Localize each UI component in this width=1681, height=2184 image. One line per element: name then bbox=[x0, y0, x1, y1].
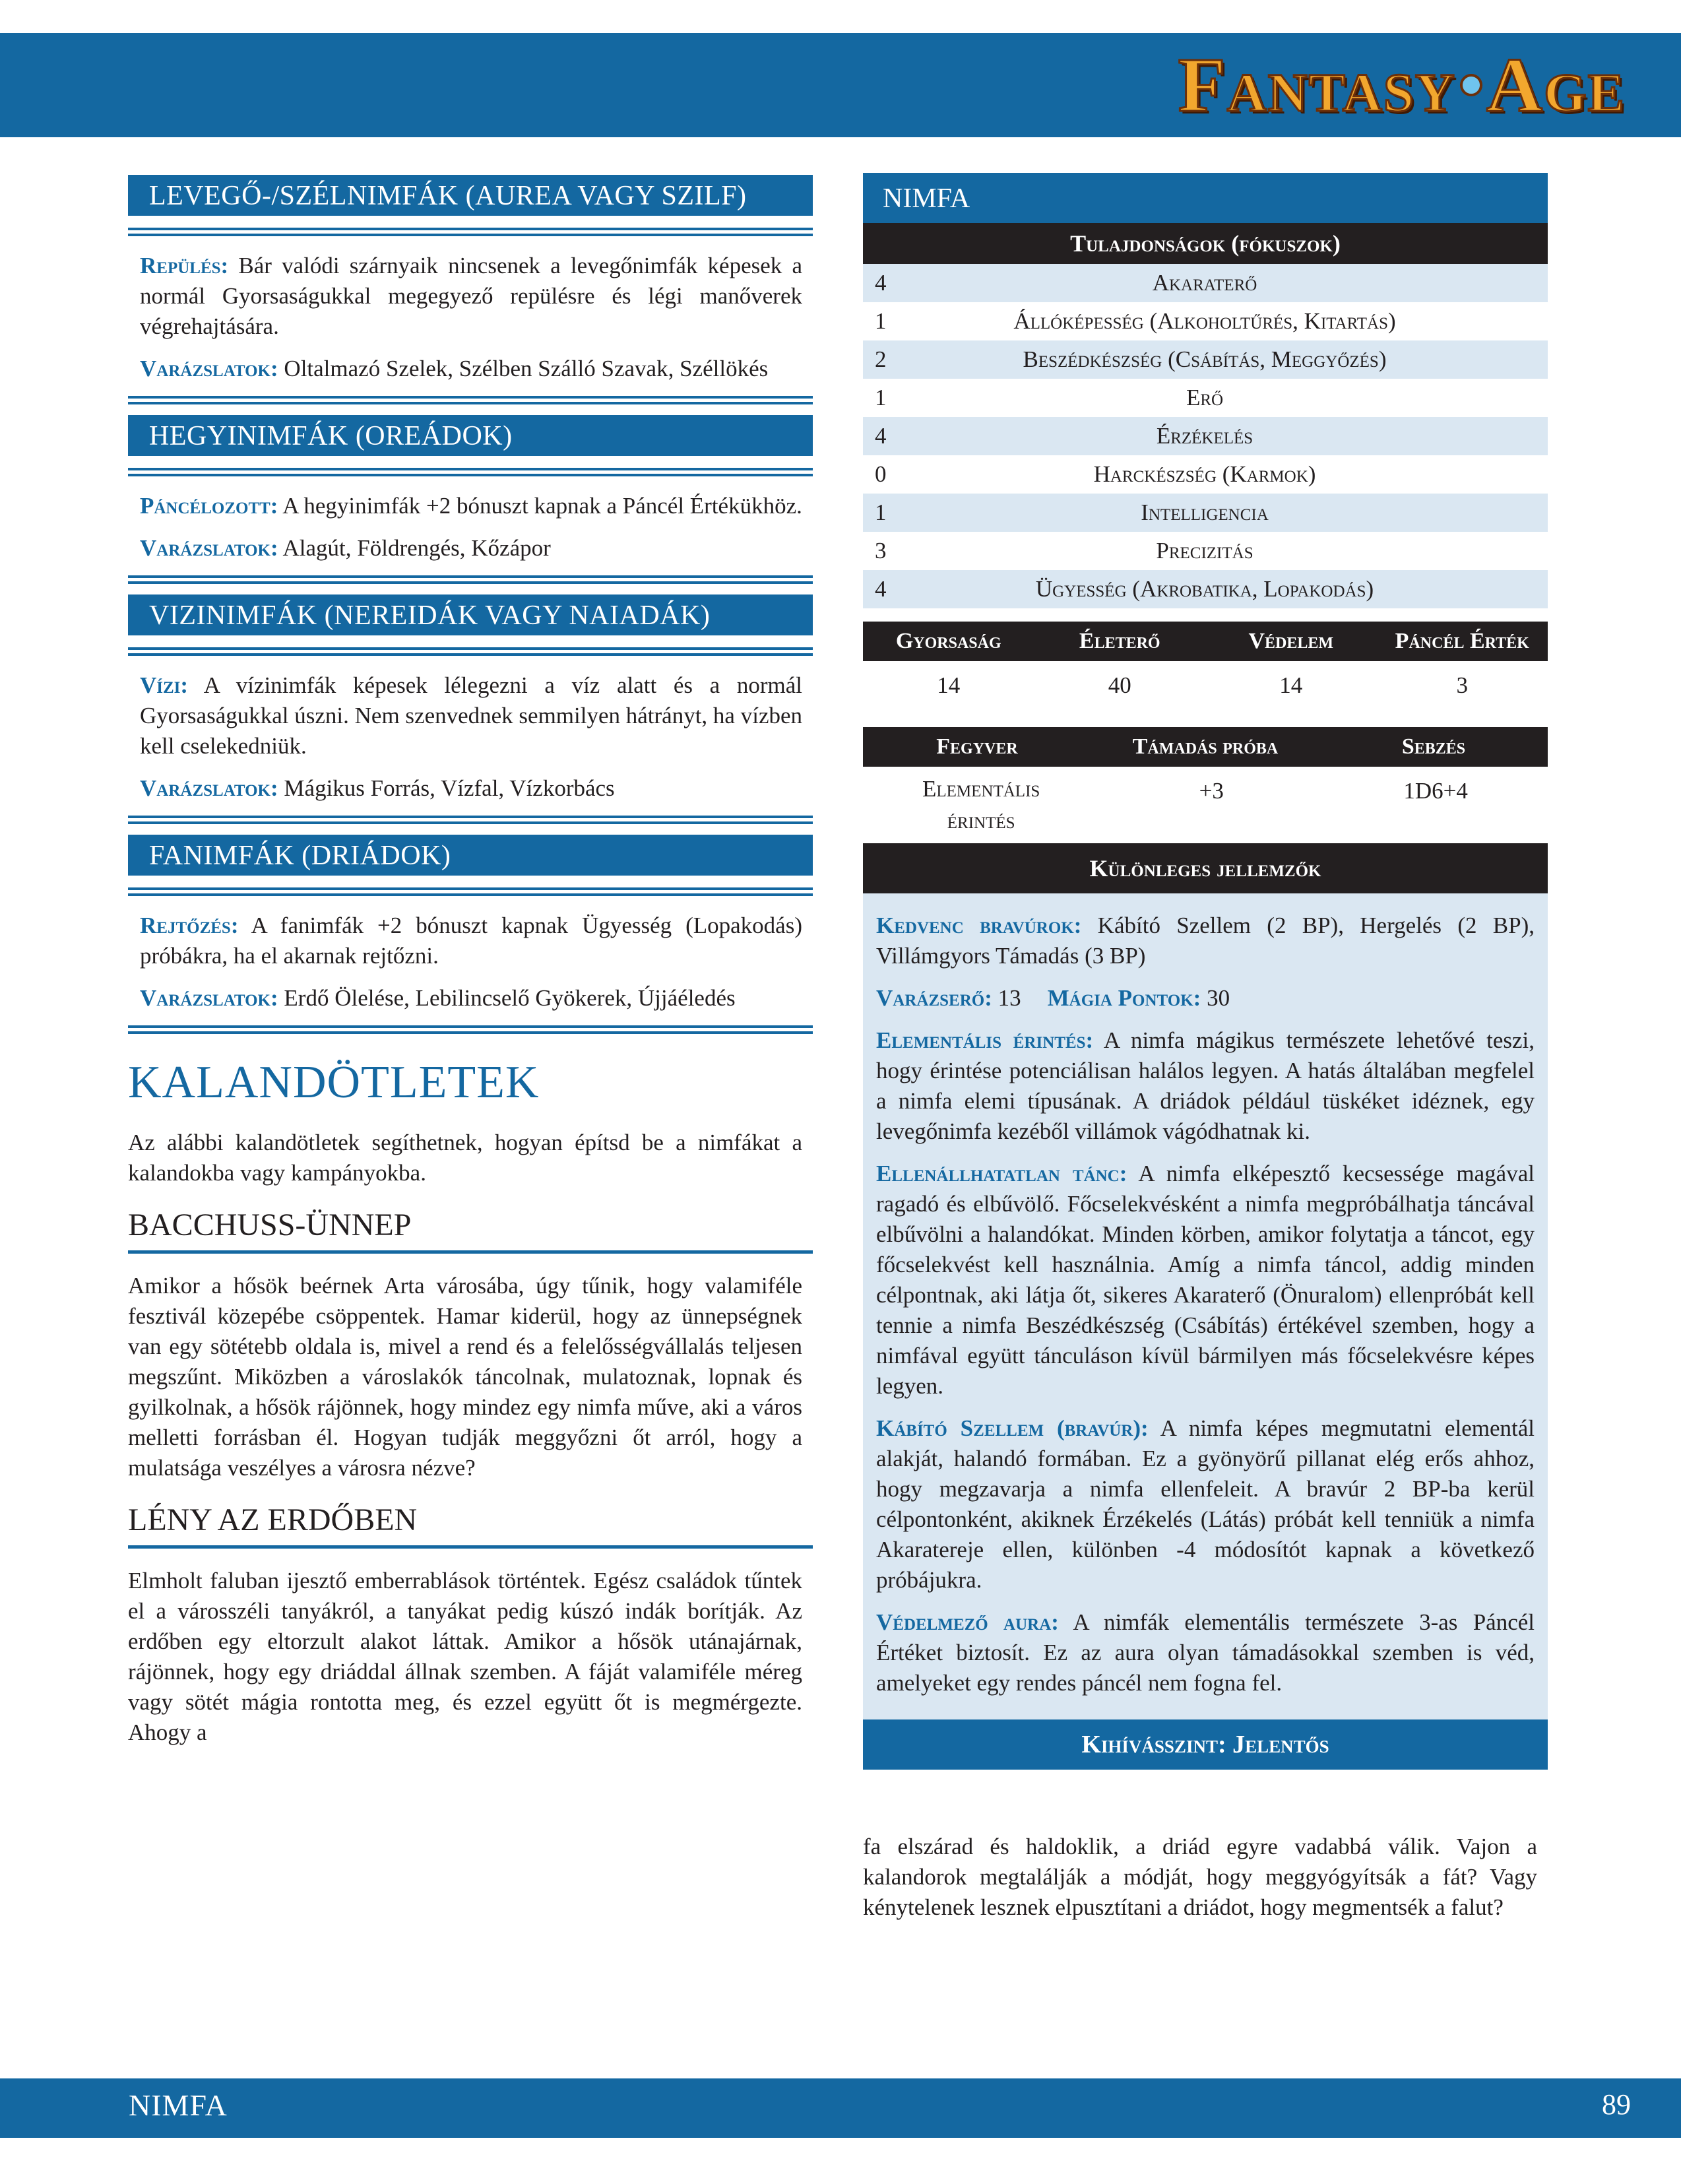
feature-label: Elementális érintés: bbox=[876, 1027, 1094, 1053]
weapon-name: Elementális érintés bbox=[922, 776, 1040, 833]
attribute-value: 0 bbox=[875, 461, 887, 487]
attribute-row bbox=[863, 264, 1548, 302]
attribute-name: Harckészség (Karmok) bbox=[1093, 461, 1316, 487]
attribute-name: Precizitás bbox=[1156, 538, 1253, 563]
attribute-value: 4 bbox=[875, 576, 887, 602]
entry-label: Varázslatok: bbox=[140, 775, 278, 801]
derived-header: Életerő bbox=[1079, 629, 1160, 653]
section-air-nymphs bbox=[128, 175, 813, 404]
adventure-1-title: BACCHUSS-ÜNNEP bbox=[128, 1207, 412, 1242]
section-rule bbox=[128, 1025, 813, 1034]
weapon-header-cell: Támadás próba bbox=[1132, 734, 1279, 759]
feature-text: A nimfák elementális természete 3-as Páncél Értéket biztosít. Ez az aura olyan támadásokkal szemben is véd, amelyeket egy rendes páncél nem fogna fel. bbox=[876, 1609, 1535, 1696]
attribute-row bbox=[863, 340, 1548, 379]
entry bbox=[140, 354, 802, 384]
attribute-name: Akaraterő bbox=[1152, 270, 1257, 296]
attribute-row bbox=[863, 570, 1548, 608]
right-column bbox=[863, 173, 1548, 1935]
feature-text: A nimfa mágikus természete lehetővé teszi, hogy érintése potenciálisan halálos legyen. A hatás általában megfelel a nimfa elemi típusának. A driádok például tüskéket idéznek, egy levegőnimfa kezéből villámok vágódhatnak ki. bbox=[876, 1027, 1535, 1144]
logo-gem-icon bbox=[1460, 74, 1482, 96]
entry-text: Oltalmazó Szelek, Szélben Szálló Szavak, Széllökés bbox=[278, 356, 769, 381]
favorite-stunts bbox=[876, 911, 1535, 971]
attribute-value: 4 bbox=[875, 423, 887, 449]
attribute-name: Érzékelés bbox=[1156, 423, 1253, 449]
fantasy-age-logo bbox=[1178, 44, 1626, 127]
section-title: LEVEGŐ-/SZÉLNIMFÁK (AUREA VAGY SZILF) bbox=[128, 175, 813, 216]
left-column bbox=[128, 175, 813, 1760]
entry bbox=[140, 670, 802, 761]
entry-text: A fanimfák +2 bónuszt kapnak Ügyesség (Lopakodás) próbákra, ha el akarnak rejtőzni. bbox=[140, 913, 802, 969]
entry bbox=[140, 773, 802, 804]
stunts-label: Kedvenc bravúrok: bbox=[876, 913, 1082, 938]
weapon-header-cell: Sebzés bbox=[1401, 734, 1466, 759]
power-value: 13 bbox=[992, 985, 1021, 1011]
footer-bar bbox=[0, 2078, 1681, 2138]
attribute-row bbox=[863, 494, 1548, 532]
section-rule bbox=[128, 887, 813, 896]
attribute-value: 2 bbox=[875, 346, 887, 372]
feature-text: A nimfa elképesztő kecsessége magával ragadó és elbűvölő. Főcselekvésként a nimfa megpróbálhatja táncával elbűvölni a halandókat. Minden körben, amikor folytatja a táncot, egy főcselekvést kell használnia. Amíg a nimfa táncol, addig minden célpontnak, aki látja őt, sikeres Akaraterő (Önuralom) ellenpróbát kell tennie a nimfa Beszédkészség (Csábítás) értékével szemben, hogy a nimfával együtt tánculáson kívül bármilyen más főcselekvésre képes legyen. bbox=[876, 1161, 1535, 1399]
adventure-2-continuation: fa elszárad és haldoklik, a driád egyre vadabbá válik. Vajon a kalandorok megtalálják a módját, hogy meggyógyítsák a fát? Vagy kénytelenek lesznek elpusztítani a driádot, hogy megmentsék a falut? bbox=[863, 1834, 1537, 1920]
derived-header: Védelem bbox=[1248, 629, 1334, 653]
special-features bbox=[863, 893, 1548, 1719]
stunts-text: Kábító Szellem (2 BP), Hergelés (2 BP), Villámgyors Támadás (3 BP) bbox=[876, 913, 1535, 969]
adventure-1-text: Amikor a hősök beérnek Arta városába, úgy tűnik, hogy valamiféle fesztivál közepébe csöppentek. Hamar kiderül, hogy az ünnepségnek van egy sötétebb oldala is, mivel a rend és a felelősségvállalás teljesen megszűnt. Miközben a városlakók táncolnak, mulatoznak, lopnak és gyilkolnak, a hősök rájönnek, hogy mindez egy nimfa műve, aki a város melletti forrásban él. Hogyan tudják meggyőzni őt arról, hogy a mulatsága veszélyes a városra nézve? bbox=[128, 1273, 802, 1481]
entry-text: Alagút, Földrengés, Kőzápor bbox=[278, 535, 551, 561]
derived-value: 14 bbox=[1279, 672, 1303, 698]
feature bbox=[876, 1159, 1535, 1401]
feature-text: A nimfa képes megmutatni elementál alakját, halandó formában. Ez a gyönyörű pillanat elég erős ahhoz, hogy megzavarja a nimfa ellenfeleit. A bravúr 2 BP-ba kerül célpontonként, akiknek Érzékelés (Látás) próbát kell tenniük a nimfa Akaratereje ellen, különben -4 módosítót kapnak a következő próbájukra. bbox=[876, 1415, 1535, 1593]
section-rule bbox=[128, 816, 813, 824]
entry-text: Bár valódi szárnyaik nincsenek a levegőnimfák képesek a normál Gyorsaságukkal megegyező repülésre és légi manőverek végrehajtására. bbox=[140, 253, 802, 339]
adventures-heading: KALANDÖTLETEK bbox=[128, 1057, 540, 1108]
attribute-name: Ügyesség (Akrobatika, Lopakodás) bbox=[1035, 576, 1374, 602]
attribute-row bbox=[863, 302, 1548, 340]
entry-label: Rejtőzés: bbox=[140, 913, 239, 938]
power-label: Varázserő: bbox=[876, 985, 992, 1011]
derived-header: Páncél Érték bbox=[1395, 629, 1529, 653]
header-bar bbox=[0, 33, 1681, 137]
section-title: FANIMFÁK (DRIÁDOK) bbox=[128, 835, 813, 876]
entry bbox=[140, 533, 802, 563]
section-rule bbox=[128, 228, 813, 236]
adventure-2-text: Elmholt faluban ijesztő emberrablások történtek. Egész családok tűntek el a városszéli tanyákról, a tanyákat pedig kúszó indák borítják. Az erdőben egy eltorzult alakot láttak. Amikor a hősök utánajárnak, rájönnek, hogy egy driáddal állnak szemben. A fáját valamiféle méreg vagy sötét mágia rontotta meg, és ezzel együtt őt is megmérgezte. Ahogy a bbox=[128, 1568, 802, 1745]
feature-label: Kábító Szellem (bravúr): bbox=[876, 1415, 1149, 1441]
section-title: HEGYINIMFÁK (OREÁDOK) bbox=[128, 415, 813, 456]
adventures-intro: Az alábbi kalandötletek segíthetnek, hogyan építsd be a nimfákat a kalandokba vagy kampányokba. bbox=[128, 1130, 802, 1186]
attribute-name: Intelligencia bbox=[1141, 499, 1269, 525]
derived-value: 3 bbox=[1456, 672, 1468, 698]
adventure-2-rule bbox=[128, 1545, 813, 1549]
attribute-row bbox=[863, 532, 1548, 570]
attribute-value: 3 bbox=[875, 538, 887, 563]
feature bbox=[876, 1607, 1535, 1698]
stat-block bbox=[863, 173, 1548, 1770]
adventure-2-title: LÉNY AZ ERDŐBEN bbox=[128, 1502, 418, 1537]
weapon-attack: +3 bbox=[1199, 778, 1224, 804]
attribute-name: Erő bbox=[1186, 385, 1224, 410]
page-number: 89 bbox=[1602, 2088, 1631, 2121]
entry-label: Varázslatok: bbox=[140, 356, 278, 381]
entry bbox=[140, 911, 802, 971]
weapon-header bbox=[863, 727, 1548, 767]
attribute-value: 1 bbox=[875, 499, 887, 525]
attribute-name: Állóképesség (Alkoholtűrés, Kitartás) bbox=[1013, 308, 1396, 334]
entry bbox=[140, 491, 802, 521]
magic-stats bbox=[876, 983, 1535, 1013]
special-header: Különleges jellemzők bbox=[863, 843, 1548, 893]
entry-label: Varázslatok: bbox=[140, 535, 278, 561]
attribute-value: 1 bbox=[875, 385, 887, 410]
derived-stats-values bbox=[863, 661, 1548, 713]
derived-value: 40 bbox=[1108, 672, 1131, 698]
entry-label: Vízi: bbox=[140, 672, 189, 698]
attribute-row bbox=[863, 379, 1548, 417]
entry-label: Repülés: bbox=[140, 253, 229, 278]
section-mountain-nymphs bbox=[128, 415, 813, 584]
attribute-value: 1 bbox=[875, 308, 887, 334]
entry-text: A vízinimfák képesek lélegezni a víz alatt és a normál Gyorsaságukkal úszni. Nem szenvednek semmilyen hátrányt, ha vízben kell cselekedniük. bbox=[140, 672, 803, 759]
entry-label: Varázslatok: bbox=[140, 985, 278, 1011]
attribute-row bbox=[863, 455, 1548, 494]
footer-title: NIMFA bbox=[129, 2088, 228, 2122]
weapon-damage: 1D6+4 bbox=[1403, 778, 1468, 804]
continuation-text bbox=[863, 1832, 1548, 1923]
stat-block-title: NIMFA bbox=[863, 173, 1548, 223]
section-rule bbox=[128, 468, 813, 476]
derived-header: Gyorsaság bbox=[895, 629, 1001, 653]
section-rule bbox=[128, 575, 813, 584]
entry-text: A hegyinimfák +2 bónuszt kapnak a Páncél Értékükhöz. bbox=[278, 493, 802, 519]
section-rule bbox=[128, 396, 813, 404]
attributes-table bbox=[863, 264, 1548, 608]
entry-text: Mágikus Forrás, Vízfal, Vízkorbács bbox=[278, 775, 615, 801]
mp-value: 30 bbox=[1201, 985, 1230, 1011]
entry bbox=[140, 251, 802, 342]
section-tree-nymphs bbox=[128, 835, 813, 1034]
feature bbox=[876, 1413, 1535, 1595]
feature bbox=[876, 1025, 1535, 1147]
logo-word-2: Age bbox=[1486, 42, 1626, 128]
section-water-nymphs bbox=[128, 594, 813, 824]
section-rule bbox=[128, 647, 813, 656]
adventure-1-rule bbox=[128, 1250, 813, 1254]
logo-word-1: Fantasy bbox=[1178, 42, 1456, 128]
mp-label: Mágia Pontok: bbox=[1047, 985, 1201, 1011]
attribute-name: Beszédkészség (Csábítás, Meggyőzés) bbox=[1023, 346, 1387, 372]
attribute-value: 4 bbox=[875, 270, 887, 296]
section-title: VIZINIMFÁK (NEREIDÁK VAGY NAIADÁK) bbox=[128, 594, 813, 635]
derived-value: 14 bbox=[937, 672, 961, 698]
attribute-row bbox=[863, 417, 1548, 455]
weapon-row bbox=[863, 767, 1548, 838]
feature-label: Ellenállhatatlan tánc: bbox=[876, 1161, 1127, 1186]
challenge-rating: Kihívásszint: Jelentős bbox=[863, 1719, 1548, 1770]
attributes-header: Tulajdonságok (fókuszok) bbox=[863, 223, 1548, 264]
entry bbox=[140, 983, 802, 1013]
derived-stats-header bbox=[863, 622, 1548, 661]
weapon-header-cell: Fegyver bbox=[936, 734, 1018, 759]
entry-label: Páncélozott: bbox=[140, 493, 278, 519]
feature-label: Védelmező aura: bbox=[876, 1609, 1059, 1635]
entry-text: Erdő Ölelése, Lebilincselő Gyökerek, Újjáéledés bbox=[278, 985, 736, 1011]
